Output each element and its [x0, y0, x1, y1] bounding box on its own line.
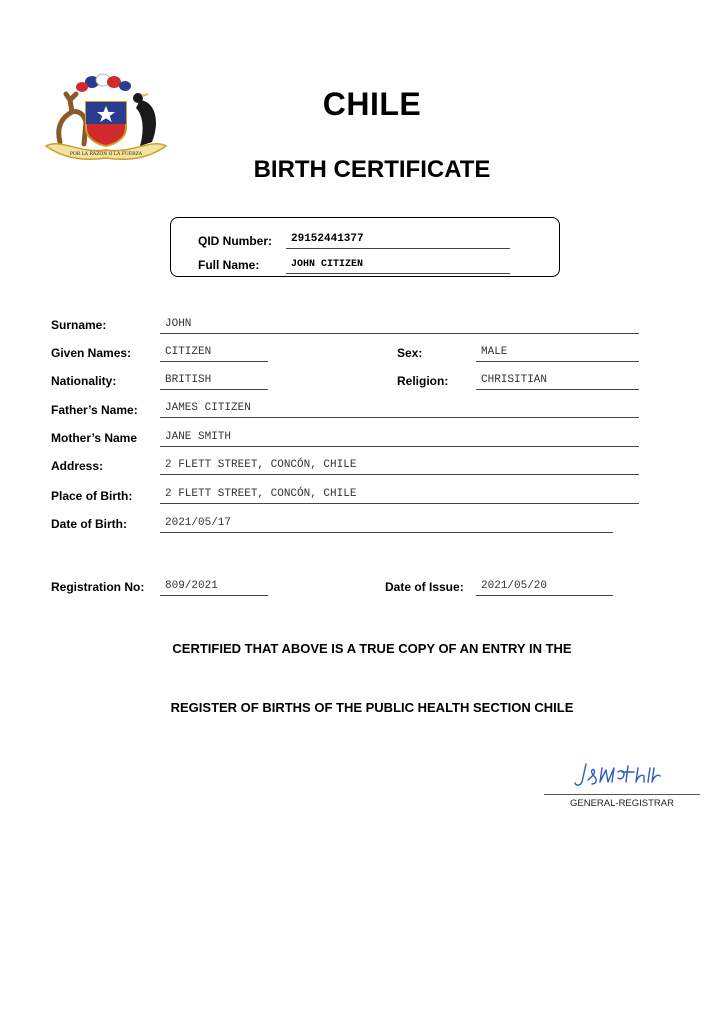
registration-number-value: 809/2021 [160, 580, 268, 596]
certification-line-1: CERTIFIED THAT ABOVE IS A TRUE COPY OF AN ENTRY IN THE [172, 641, 572, 656]
registrar-signature [572, 758, 668, 790]
sex-value: MALE [476, 346, 639, 362]
religion-label: Religion: [397, 374, 449, 388]
address-value: 2 FLETT STREET, CONCÓN, CHILE [160, 459, 639, 475]
qid-number-label: QID Number: [198, 234, 273, 248]
date-of-issue-label: Date of Issue: [385, 580, 464, 594]
religion-value: CHRISITIAN [476, 374, 639, 390]
given-names-value: CITIZEN [160, 346, 268, 362]
mother-name-value: JANE SMITH [160, 431, 639, 447]
date-of-birth-value: 2021/05/17 [160, 517, 613, 533]
nationality-value: BRITISH [160, 374, 268, 390]
country-title: CHILE [322, 86, 422, 122]
father-name-value: JAMES CITIZEN [160, 402, 639, 418]
address-label: Address: [51, 459, 104, 473]
nationality-label: Nationality: [51, 374, 117, 388]
full-name-label: Full Name: [198, 258, 260, 272]
place-of-birth-value: 2 FLETT STREET, CONCÓN, CHILE [160, 488, 639, 504]
mother-name-label: Mother’s Name [51, 431, 138, 445]
document-title: BIRTH CERTIFICATE [253, 156, 491, 183]
surname-value: JOHN [160, 318, 639, 334]
registrar-title: GENERAL-REGISTRAR [570, 798, 674, 809]
father-name-label: Father’s Name: [51, 403, 138, 417]
surname-label: Surname: [51, 318, 107, 332]
date-of-birth-label: Date of Birth: [51, 517, 127, 531]
given-names-label: Given Names: [51, 346, 132, 360]
sex-label: Sex: [397, 346, 423, 360]
date-of-issue-value: 2021/05/20 [476, 580, 613, 596]
place-of-birth-label: Place of Birth: [51, 489, 133, 503]
full-name-value: JOHN CITIZEN [286, 258, 510, 274]
svg-text:POR LA RAZON O LA FUERZA: POR LA RAZON O LA FUERZA [69, 152, 143, 157]
qid-number-value: 29152441377 [286, 233, 510, 249]
signature-line [544, 794, 700, 795]
certification-line-2: REGISTER OF BIRTHS OF THE PUBLIC HEALTH SECTION CHILE [170, 700, 574, 715]
registration-number-label: Registration No: [51, 580, 145, 594]
